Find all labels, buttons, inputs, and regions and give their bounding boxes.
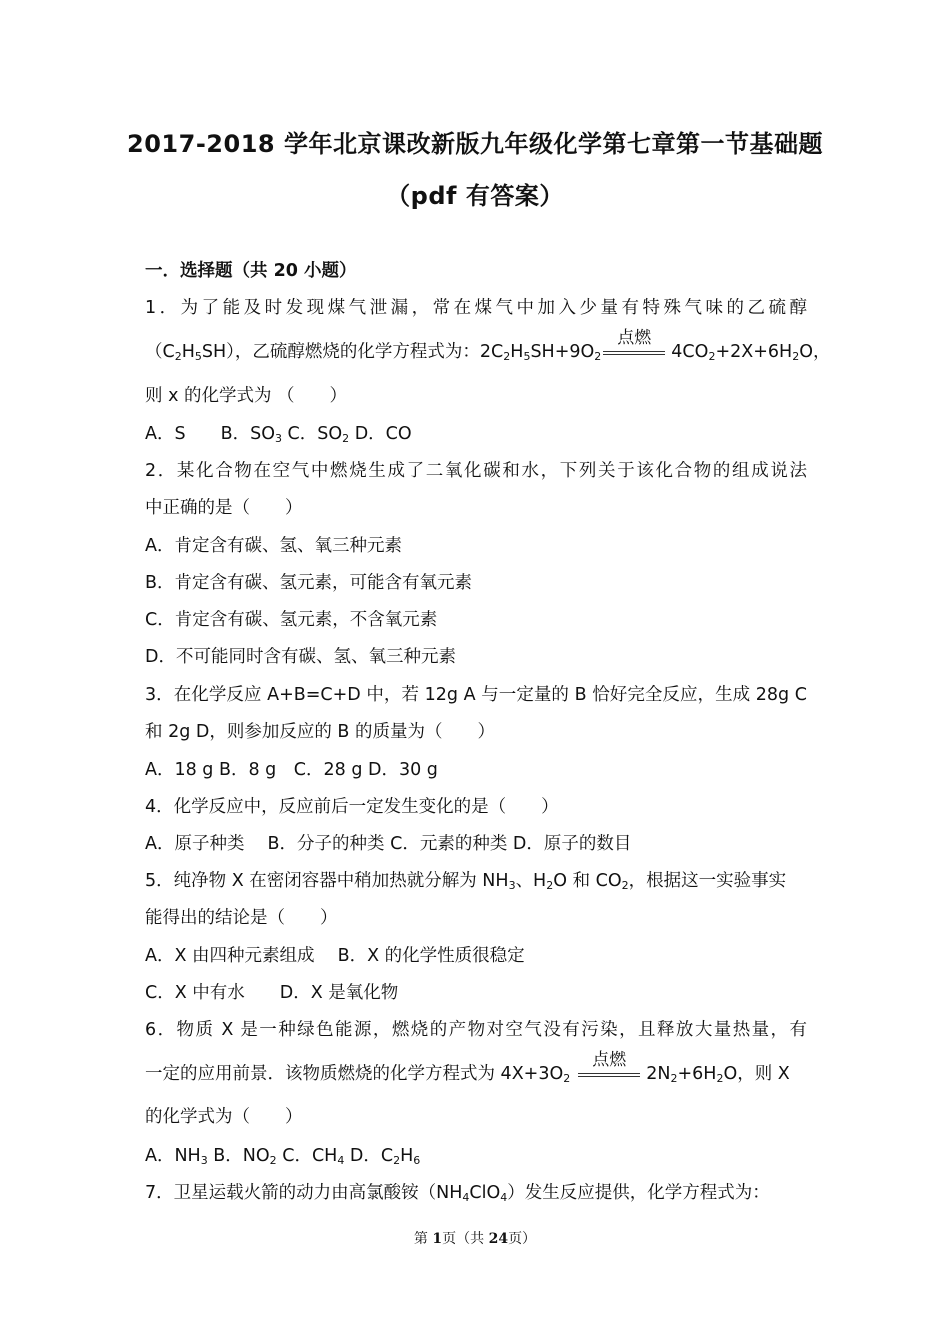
document-subtitle: （pdf 有答案） (386, 182, 564, 210)
q1-stem-line2: $(C_2H_5SH)$，乙硫醇燃烧的化学方程式为：$2C_2H_5SH+9O_2$ 点燃 $4CO_2+2X+6H_2O$， (145, 328, 831, 363)
page-footer: 第 1页（共 24页） (413, 1231, 537, 1247)
condition-label: 点燃 (592, 1050, 627, 1070)
q3-options: A．18 g B．8 g C．28 g D．30 g (145, 760, 438, 780)
q6-options: A．$NH_3$ B．$NO_2$ C．$CH_4$ D．$C_2H_6$ (145, 1146, 421, 1167)
document-title: 2017-2018 学年北京课改新版九年级化学第七章第一节基础题 (127, 130, 823, 158)
page-total: 24 (488, 1231, 509, 1247)
q5-stem-line2: 能得出的结论是（ ） (145, 908, 338, 928)
q4-options: A．原子种类 B．分子的种类 C．元素的种类 D．原子的数目 (145, 834, 632, 854)
condition-label: 点燃 (617, 328, 652, 348)
q1-stem-line1: 1．为了能及时发现煤气泄漏，常在煤气中加入少量有特殊气味的乙硫醇 (145, 298, 807, 318)
section-heading: 一．选择题（共 20 小题） (145, 261, 357, 281)
q4-stem: 4．化学反应中，反应前后一定发生变化的是（ ） (145, 797, 559, 817)
q2-stem-line2: 中正确的是（ ） (145, 498, 303, 518)
q5-stem-line1: 5．纯净物 X 在密闭容器中稍加热就分解为 $NH_3$、$H_2O$ 和 $CO_2$，根据这一实验事实 (145, 871, 787, 892)
q2-option-a: A．肯定含有碳、氢、氧三种元素 (145, 536, 402, 556)
q6-stem-line1: 6．物质 X 是一种绿色能源，燃烧的产物对空气没有污染，且释放大量热量，有 (145, 1020, 807, 1040)
q7-stem-line1: 7．卫星运载火箭的动力由高氯酸铵$(NH_4ClO_4)$发生反应提供，化学方程式为： (145, 1183, 770, 1204)
q6-stem-line2: 一定的应用前景．该物质燃烧的化学方程式为 $4X+3O_2$ 点燃 $2N_2+6H_2O$，则 X (145, 1050, 790, 1085)
q6-stem-line3: 的化学式为（ ） (145, 1107, 303, 1127)
q2-option-c: C．肯定含有碳、氢元素，不含氧元素 (145, 610, 438, 630)
page-number: 1 (432, 1231, 443, 1247)
q2-option-b: B．肯定含有碳、氢元素，可能含有氧元素 (145, 573, 473, 593)
q3-stem-line2: 和 2g D，则参加反应的 B 的质量为（ ） (145, 722, 495, 742)
q1-stem-line3: 则 x 的化学式为 （ ） (145, 386, 348, 406)
q5-options-cd: C．X 中有水 D．X 是氧化物 (145, 983, 399, 1003)
q2-option-d: D．不可能同时含有碳、氢、氧三种元素 (145, 647, 456, 667)
q3-stem-line1: 3．在化学反应 A+B=C+D 中，若 12g A 与一定量的 B 恰好完全反应，生成 28g C (145, 685, 807, 705)
reaction-condition-arrow (601, 328, 667, 364)
q1-options: A．S B．$SO_3$ C．$SO_2$ D．CO (145, 424, 412, 445)
q5-options-ab: A．X 由四种元素组成 B．X 的化学性质很稳定 (145, 946, 525, 966)
q2-stem-line1: 2．某化合物在空气中燃烧生成了二氧化碳和水，下列关于该化合物的组成说法 (145, 461, 807, 481)
reaction-condition-arrow (576, 1050, 642, 1086)
